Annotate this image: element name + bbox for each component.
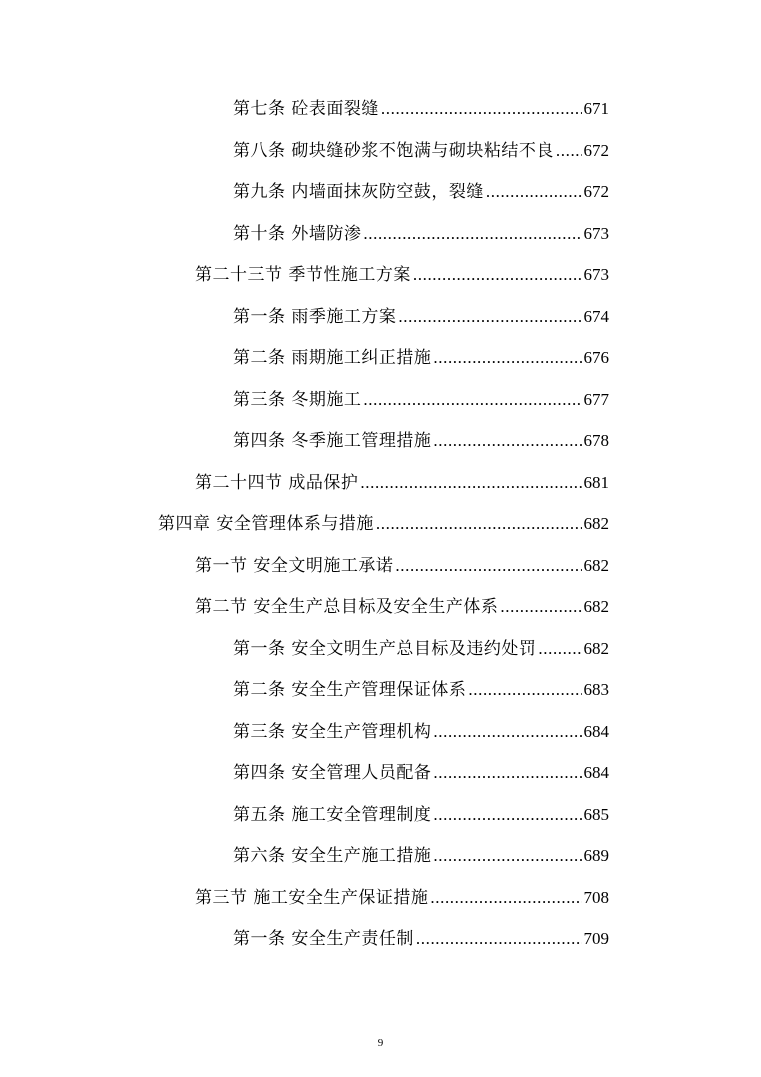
- toc-entry-page: 673: [583, 224, 609, 243]
- toc-entry-title: 第四条 安全管理人员配备: [233, 763, 432, 783]
- toc-entry-title: 第三条 安全生产管理机构: [233, 722, 432, 742]
- toc-leader-dots: [433, 804, 581, 826]
- toc-entry[interactable]: [233, 98, 609, 120]
- toc-entry[interactable]: [233, 223, 609, 245]
- toc-entry-title: 第二十四节 成品保护: [195, 473, 359, 493]
- toc-leader-dots: [395, 555, 581, 577]
- toc-entry-page: 684: [583, 763, 609, 782]
- toc-entry[interactable]: [195, 472, 609, 494]
- toc-entry[interactable]: [233, 638, 609, 660]
- toc-entry-title: 第一条 安全生产责任制: [233, 929, 414, 949]
- toc-entry-title: 第四条 冬季施工管理措施: [233, 431, 432, 451]
- toc-entry-page: 684: [583, 722, 609, 741]
- toc-leader-dots: [500, 596, 581, 618]
- toc-leader-dots: [486, 181, 582, 203]
- toc-leader-dots: [360, 472, 581, 494]
- toc-leader-dots: [433, 347, 581, 369]
- toc-entry-title: 第三条 冬期施工: [233, 390, 362, 410]
- toc-entry[interactable]: [195, 596, 609, 618]
- page-number: 9: [377, 1037, 384, 1049]
- toc-leader-dots: [433, 430, 581, 452]
- toc-entry-title: 第八条 砌块缝砂浆不饱满与砌块粘结不良: [233, 141, 554, 161]
- toc-leader-dots: [376, 513, 582, 535]
- toc-entry[interactable]: [233, 721, 609, 743]
- toc-entry-title: 第二条 安全生产管理保证体系: [233, 680, 467, 700]
- toc-entry-page: 672: [583, 182, 609, 201]
- toc-entry[interactable]: [233, 804, 609, 826]
- toc-entry-title: 第九条 内墙面抹灰防空鼓，裂缝: [233, 182, 484, 202]
- toc-leader-dots: [398, 306, 581, 328]
- toc-leader-dots: [363, 389, 581, 411]
- toc-entry-page: 677: [583, 390, 609, 409]
- toc-entry-page: 682: [583, 639, 609, 658]
- toc-entry-title: 第一条 安全文明生产总目标及违约处罚: [233, 639, 537, 659]
- toc-leader-dots: [416, 928, 582, 950]
- toc-entry-page: 683: [583, 680, 609, 699]
- toc-entry-title: 第一条 雨季施工方案: [233, 307, 397, 327]
- toc-entry[interactable]: [233, 306, 609, 328]
- toc-entry-page: 689: [583, 846, 609, 865]
- toc-entry[interactable]: [233, 928, 609, 950]
- toc-leader-dots: [556, 140, 582, 162]
- toc-entry[interactable]: [233, 140, 609, 162]
- toc-leader-dots: [433, 721, 581, 743]
- toc-leader-dots: [430, 887, 581, 909]
- toc-entry[interactable]: [233, 679, 609, 701]
- toc-entry[interactable]: [195, 264, 609, 286]
- toc-entry-page: 672: [583, 141, 609, 160]
- toc-entry-title: 第十条 外墙防渗: [233, 224, 362, 244]
- toc-entry-title: 第五条 施工安全管理制度: [233, 805, 432, 825]
- toc-entry-title: 第六条 安全生产施工措施: [233, 846, 432, 866]
- toc-entry-page: 709: [583, 929, 609, 948]
- toc-leader-dots: [413, 264, 582, 286]
- toc-entry-title: 第三节 施工安全生产保证措施: [195, 888, 429, 908]
- toc-leader-dots: [468, 679, 581, 701]
- toc-leader-dots: [363, 223, 581, 245]
- toc-entry-title: 第四章 安全管理体系与措施: [158, 514, 374, 534]
- toc-entry-page: 671: [583, 99, 609, 118]
- toc-entry-page: 708: [583, 888, 609, 907]
- toc-entry[interactable]: [158, 513, 609, 535]
- toc-entry-page: 678: [583, 431, 609, 450]
- toc-entry-title: 第一节 安全文明施工承诺: [195, 556, 394, 576]
- toc-entry-title: 第七条 砼表面裂缝: [233, 99, 379, 119]
- toc-entry[interactable]: [233, 845, 609, 867]
- toc-entry[interactable]: [233, 347, 609, 369]
- toc-entry-page: 685: [583, 805, 609, 824]
- toc-entry-title: 第二条 雨期施工纠正措施: [233, 348, 432, 368]
- toc-entry-page: 682: [583, 514, 609, 533]
- toc-entry-page: 682: [583, 556, 609, 575]
- toc-leader-dots: [433, 762, 581, 784]
- toc-entry-page: 682: [583, 597, 609, 616]
- toc-leader-dots: [381, 98, 582, 120]
- toc-entry-title: 第二节 安全生产总目标及安全生产体系: [195, 597, 499, 617]
- toc-entry[interactable]: [233, 762, 609, 784]
- toc-entry[interactable]: [195, 887, 609, 909]
- toc-entry[interactable]: [233, 389, 609, 411]
- toc-leader-dots: [433, 845, 581, 867]
- toc-entry[interactable]: [195, 555, 609, 577]
- toc-entry-page: 676: [583, 348, 609, 367]
- toc-entry-title: 第二十三节 季节性施工方案: [195, 265, 411, 285]
- toc-entry-page: 673: [583, 265, 609, 284]
- toc-leader-dots: [538, 638, 581, 660]
- toc-entry[interactable]: [233, 181, 609, 203]
- toc-entry[interactable]: [233, 430, 609, 452]
- toc-entry-page: 681: [583, 473, 609, 492]
- toc-entry-page: 674: [583, 307, 609, 326]
